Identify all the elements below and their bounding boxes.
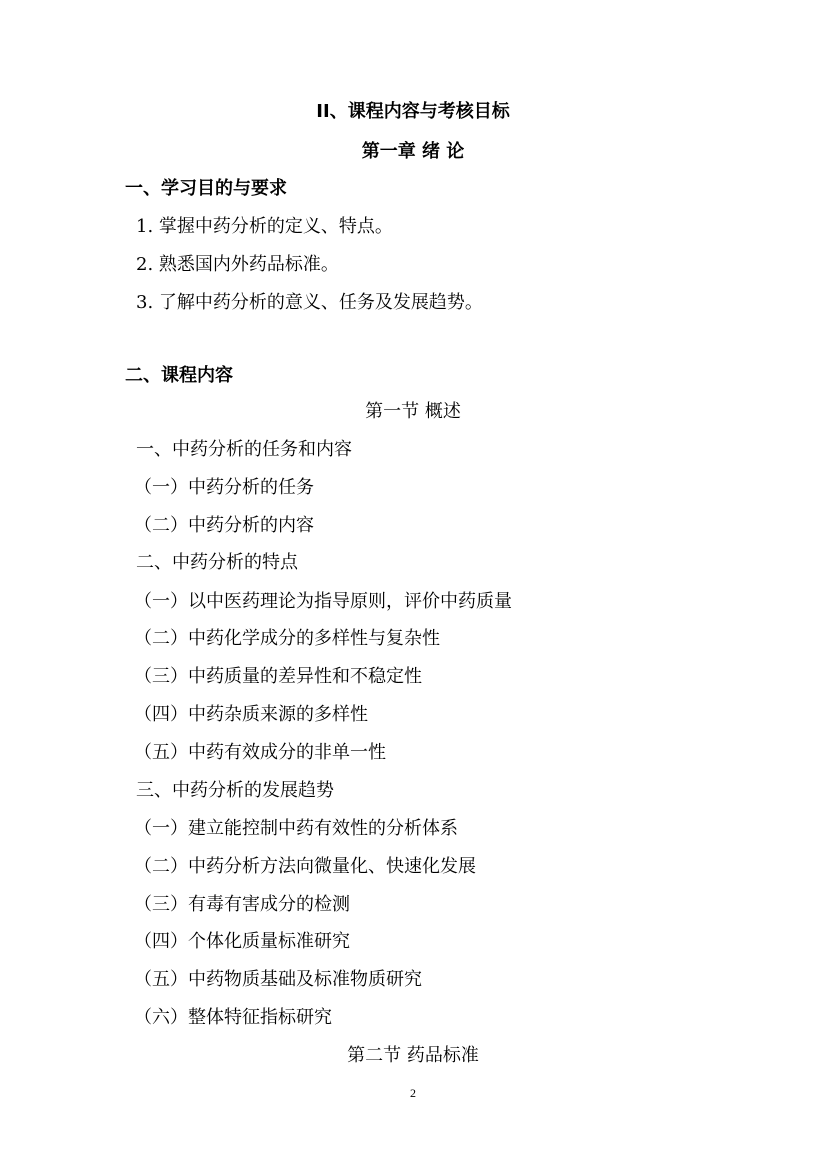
chapter-title: 第一章 绪 论 [361, 141, 465, 162]
objective-item: 1. 掌握中药分析的定义、特点。 [136, 216, 393, 237]
outline-item: （一）中药分析的任务 [134, 477, 314, 498]
outline-item: （四）中药杂质来源的多样性 [134, 704, 368, 725]
outline-item: （二）中药化学成分的多样性与复杂性 [134, 628, 440, 649]
outline-item: （五）中药有效成分的非单一性 [134, 742, 386, 763]
outline-item: （三）有毒有害成分的检测 [134, 894, 350, 915]
outline-item: 三、中药分析的发展趋势 [136, 780, 334, 801]
subsection-title: 第二节 药品标准 [347, 1045, 479, 1066]
part-title: II、课程内容与考核目标 [316, 101, 510, 122]
outline-item: （三）中药质量的差异性和不稳定性 [134, 666, 422, 687]
page-number: 2 [410, 1086, 416, 1100]
outline-item: （一）建立能控制中药有效性的分析体系 [134, 818, 458, 839]
objective-item: 3. 了解中药分析的意义、任务及发展趋势。 [136, 292, 483, 313]
outline-item: （四）个体化质量标准研究 [134, 931, 350, 952]
outline-item: 二、中药分析的特点 [136, 552, 298, 573]
outline-item: （一）以中医药理论为指导原则，评价中药质量 [134, 591, 512, 612]
section-heading-content: 二、课程内容 [125, 365, 233, 386]
objective-item: 2. 熟悉国内外药品标准。 [136, 254, 339, 275]
subsection-title: 第一节 概述 [365, 401, 461, 422]
outline-item: （二）中药分析方法向微量化、快速化发展 [134, 856, 476, 877]
outline-item: （二）中药分析的内容 [134, 515, 314, 536]
outline-item: （五）中药物质基础及标准物质研究 [134, 969, 422, 990]
outline-item: （六）整体特征指标研究 [134, 1007, 332, 1028]
section-heading-objectives: 一、学习目的与要求 [125, 178, 287, 199]
outline-item: 一、中药分析的任务和内容 [136, 439, 352, 460]
